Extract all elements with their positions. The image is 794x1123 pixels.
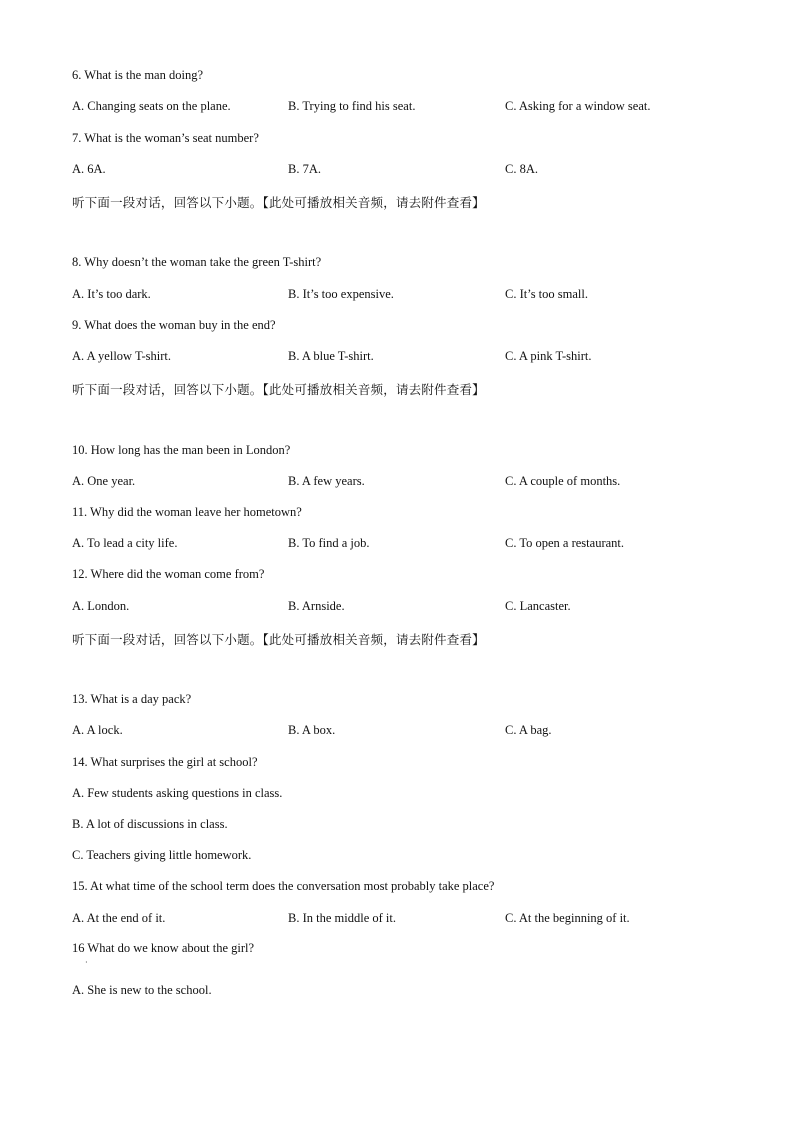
q12-option-b: B. Arnside. [288,599,345,613]
q7-option-c: C. 8A. [505,162,538,176]
section-instruction-1: 听下面一段对话，回答以下小题。【此处可播放相关音频，请去附件查看】 [72,195,485,210]
q10-option-b: B. A few years. [288,474,365,488]
q6-option-a: A. Changing seats on the plane. [72,99,231,113]
q9-option-c: C. A pink T-shirt. [505,349,592,363]
q15-option-c: C. At the beginning of it. [505,911,630,925]
q13-option-a: A. A lock. [72,723,123,737]
question-8: 8. Why doesn’t the woman take the green T-shirt? [72,255,322,269]
section-instruction-2: 听下面一段对话，回答以下小题。【此处可播放相关音频，请去附件查看】 [72,382,485,397]
q10-option-a: A. One year. [72,474,136,488]
q15-option-b: B. In the middle of it. [288,911,396,925]
question-12: 12. Where did the woman come from? [72,567,265,581]
section-instruction-3: 听下面一段对话，回答以下小题。【此处可播放相关音频，请去附件查看】 [72,632,485,647]
q7-option-b: B. 7A. [288,162,321,176]
q8-option-b: B. It’s too expensive. [288,287,394,301]
q11-option-b: B. To find a job. [288,536,370,550]
question-15: 15. At what time of the school term does the conversation most probably take place? [72,879,495,893]
q16-option-a: A. She is new to the school. [72,983,212,997]
q14-option-c: C. Teachers giving little homework. [72,848,252,862]
q6-option-b: B. Trying to find his seat. [288,99,416,113]
q14-option-a: A. Few students asking questions in class. [72,786,283,800]
question-13: 13. What is a day pack? [72,692,192,706]
q13-option-b: B. A box. [288,723,336,737]
question-6: 6. What is the man doing? [72,68,203,82]
question-7: 7. What is the woman’s seat number? [72,131,259,145]
q14-option-b: B. A lot of discussions in class. [72,817,228,831]
q12-option-c: C. Lancaster. [505,599,571,613]
q6-option-c: C. Asking for a window seat. [505,99,651,113]
q9-option-a: A. A yellow T-shirt. [72,349,171,363]
question-10: 10. How long has the man been in London? [72,443,291,457]
question-16: 16 What do we know about the girl? [72,941,255,955]
q8-option-c: C. It’s too small. [505,287,588,301]
stray-dot-mark: · [85,958,88,967]
q10-option-c: C. A couple of months. [505,474,621,488]
q7-option-a: A. 6A. [72,162,106,176]
question-14: 14. What surprises the girl at school? [72,755,258,769]
question-11: 11. Why did the woman leave her hometown? [72,505,302,519]
q13-option-c: C. A bag. [505,723,552,737]
q12-option-a: A. London. [72,599,130,613]
q9-option-b: B. A blue T-shirt. [288,349,374,363]
q11-option-c: C. To open a restaurant. [505,536,625,550]
q15-option-a: A. At the end of it. [72,911,166,925]
question-9: 9. What does the woman buy in the end? [72,318,276,332]
q11-option-a: A. To lead a city life. [72,536,178,550]
q8-option-a: A. It’s too dark. [72,287,151,301]
